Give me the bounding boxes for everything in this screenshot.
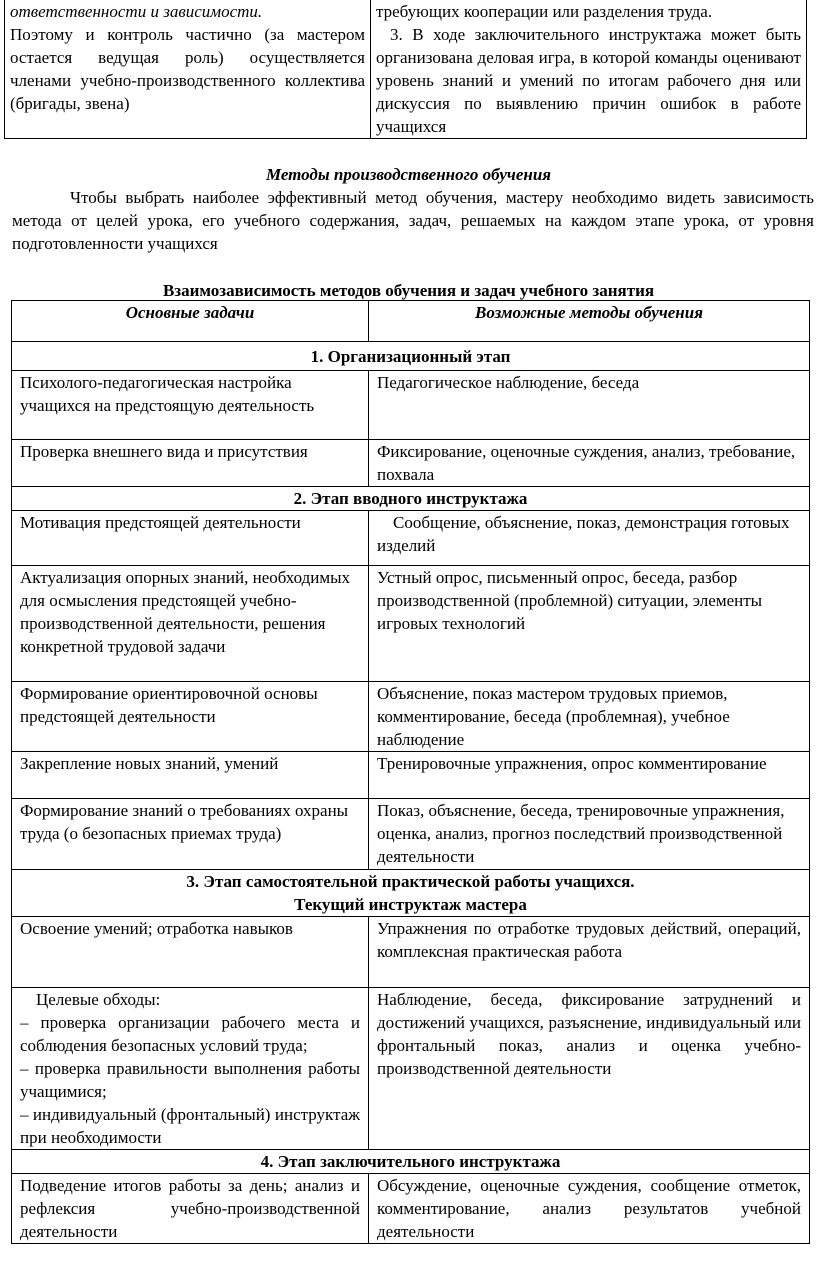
task-cell: Освоение умений; отработка навыков: [12, 917, 369, 988]
stage-1-title: 1. Организационный этап: [12, 342, 810, 371]
table-title: Взаимозависимость методов обучения и задач учебного занятия: [162, 281, 655, 300]
stage-row: [12, 870, 810, 917]
continuation-left-cell: [5, 0, 371, 139]
list-item: – проверка организации рабочего места и соблюдения безопасных условий труда;: [20, 1013, 360, 1055]
method-cell: Упражнения по отработке трудовых действий, операций, комплексная практическая работа: [369, 917, 810, 988]
task-cell: Подведение итогов работы за день; анализ и рефлексия учебно-производственной деятельности: [12, 1174, 369, 1244]
continuation-right-point3: 3. В ходе заключительного инструктажа может быть организована деловая игра, в которой команды оценивают уровень знаний и умений по итогам рабочего дня или дискуссия по выявлению причин ошибок в работе учащихся: [376, 25, 801, 136]
continuation-left-text: Поэтому и контроль частично (за мастером остается ведущая роль) осуществляется членами учебно-производственного коллектива (бригады, звена): [10, 25, 365, 113]
col1-header: Основные задачи: [12, 301, 369, 342]
method-cell: Устный опрос, письменный опрос, беседа, разбор производственной (проблемной) ситуации, элементы игровых технологий: [369, 566, 810, 682]
task-cell: Психолого-педагогическая настройка учащихся на предстоящую деятельность: [12, 371, 369, 440]
list-item: – индивидуальный (фронтальный) инструктаж при необходимости: [20, 1105, 360, 1147]
task-cell: Мотивация предстоящей деятельности: [12, 511, 369, 566]
method-cell: Показ, объяснение, беседа, тренировочные упражнения, оценка, анализ, прогноз последствий производственной деятельности: [369, 799, 810, 870]
continuation-table: [4, 0, 807, 139]
list-item: – проверка правильности выполнения работы учащимися;: [20, 1059, 360, 1101]
table-row: [12, 440, 810, 487]
method-cell: Объяснение, показ мастером трудовых приемов, комментирование, беседа (проблемная), учебное наблюдение: [369, 682, 810, 752]
task-cell: Актуализация опорных знаний, необходимых для осмысления предстоящей учебно-производственной деятельности, решения конкретной трудовой задачи: [12, 566, 369, 682]
task-cell: Проверка внешнего вида и присутствия: [12, 440, 369, 487]
table-row: [12, 988, 810, 1150]
stage-4-title: 4. Этап заключительного инструктажа: [12, 1150, 810, 1174]
intro-paragraph: Чтобы выбрать наиболее эффективный метод обучения, мастеру необходимо видеть зависимость метода от целей урока, его учебного содержания, задач, решаемых на каждом этапе урока, от уровня подготовленности учащихся: [12, 188, 814, 253]
task-list-head: Целевые обходы:: [36, 990, 161, 1009]
table-header-row: [12, 301, 810, 342]
continuation-right-first: требующих кооперации или разделения труда.: [376, 2, 713, 21]
stage-row: [12, 487, 810, 511]
task-cell: Формирование знаний о требованиях охраны труда (о безопасных приемах труда): [12, 799, 369, 870]
continuation-right-cell: [371, 0, 807, 139]
stage-3-title: [12, 870, 810, 917]
section-title: Методы производственного обучения: [265, 165, 552, 184]
table-row: [12, 566, 810, 682]
method-cell: Обсуждение, оценочные суждения, сообщение отметок, комментирование, анализ результатов учебной деятельности: [369, 1174, 810, 1244]
task-cell: Формирование ориентировочной основы предстоящей деятельности: [12, 682, 369, 752]
stage-3-line1: 3. Этап самостоятельной практической работы учащихся.: [186, 872, 635, 891]
table-row: [12, 917, 810, 988]
method-cell: Педагогическое наблюдение, беседа: [369, 371, 810, 440]
task-cell: Закрепление новых знаний, умений: [12, 752, 369, 799]
stage-3-line2: Текущий инструктаж мастера: [294, 895, 527, 914]
table-row: [12, 511, 810, 566]
method-cell: Сообщение, объяснение, показ, демонстрация готовых изделий: [369, 511, 810, 566]
table-row: [12, 682, 810, 752]
method-cell: Фиксирование, оценочные суждения, анализ, требование, похвала: [369, 440, 810, 487]
table-row: [12, 752, 810, 799]
methods-table: [11, 300, 810, 1244]
continuation-left-italic: ответственности и зависимости.: [10, 2, 263, 21]
col2-header: Возможные методы обучения: [369, 301, 810, 342]
stage-2-title: 2. Этап вводного инструктажа: [12, 487, 810, 511]
task-cell: [12, 988, 369, 1150]
stage-row: [12, 1150, 810, 1174]
table-row: [12, 371, 810, 440]
method-cell: Наблюдение, беседа, фиксирование затруднений и достижений учащихся, разъяснение, индивидуальный или фронтальный показ, анализ и оценка учебно-производственной деятельности: [369, 988, 810, 1150]
table-row: [12, 799, 810, 870]
stage-row: [12, 342, 810, 371]
table-row: [12, 1174, 810, 1244]
method-cell: Тренировочные упражнения, опрос комментирование: [369, 752, 810, 799]
